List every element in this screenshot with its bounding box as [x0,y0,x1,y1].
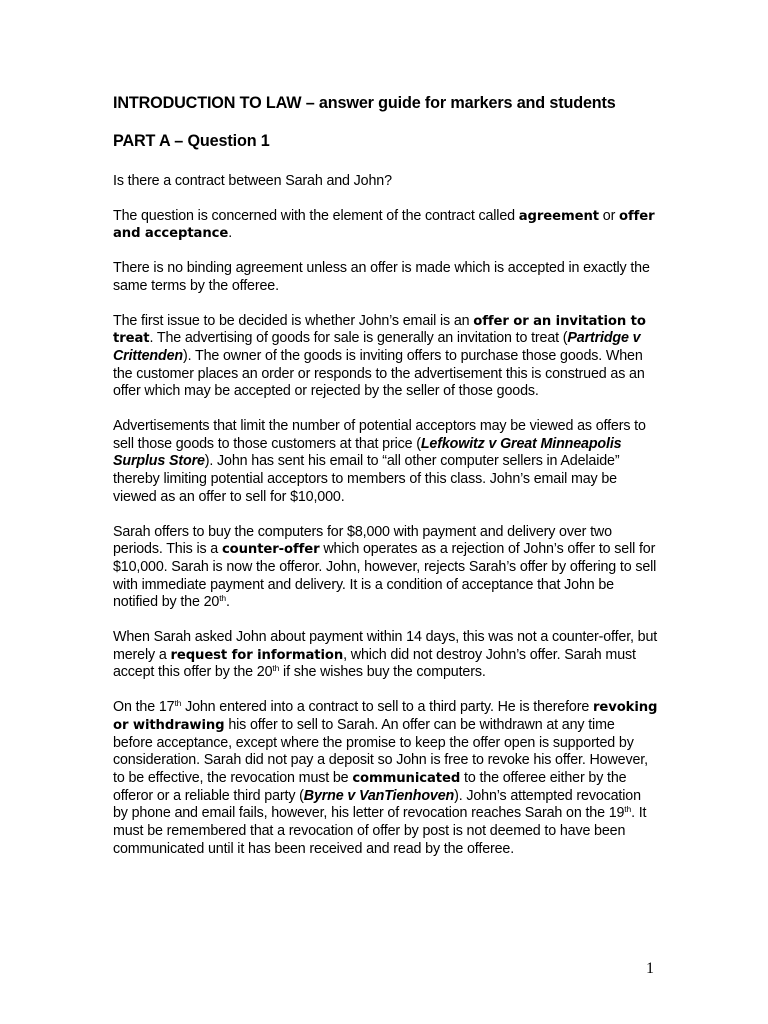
paragraph-revocation: On the 17th John entered into a contract to sell to a third party. He is therefore revoking or withdrawing his offer to sell to Sarah. An offer can be withdrawn at any time before acceptance, except where the promise to keep the offer open is supported by consideration. Sarah did not pay a deposit so John is free to revoke his offer. However, to be effective, the revocation must be communicated to the offeree either by the offeror or a reliable third party (Byrne v VanTienhoven). John’s attempted revocation by phone and email fails, however, his letter of revocation reaches Sarah on the 19th. It must be remembered that a revocation of offer by post is not deemed to have been communicated until it has been received and read by the offeree. [113,698,658,857]
section-heading: PART A – Question 1 [113,132,270,150]
page-number: 1 [646,960,654,977]
keyword-offer-or-invitation: offer or an invitation to treat [113,313,646,347]
paragraph-counter-offer: Sarah offers to buy the computers for $8,000 with payment and delivery over two periods. This is a counter-offer which operates as a rejection of John’s offer to sell for $10,000. Sarah is now the offeror. John, however, rejects Sarah’s offer by offering to sell with immediate payment and delivery. It is a condition of acceptance that John be notified by the 20th. [113,523,657,611]
document-body [113,93,658,859]
paragraph-binding-agreement: There is no binding agreement unless an offer is made which is accepted in exactly the same terms by the offeree. [113,260,650,294]
keyword-counter-offer: counter-offer [221,542,320,558]
keyword-offer-and-acceptance: offer and acceptance [113,208,655,242]
document-title: INTRODUCTION TO LAW – answer guide for markers and students [113,94,616,112]
paragraph-question: Is there a contract between Sarah and John? [113,173,392,189]
keyword-communicated: communicated [352,770,461,786]
paragraph-advertisements: Advertisements that limit the number of potential acceptors may be viewed as offers to sell those goods to those customers at that price (Lefkowitz v Great Minneapolis Surplus Store). John has sent his email to “all other computer sellers in Adelaide” thereby limiting potential acceptors to members of this class. John’s email may be viewed as an offer to sell for $10,000. [113,418,646,505]
case-citation: Partridge v Crittenden [113,330,641,364]
keyword-revoking-or-withdrawing: revoking or withdrawing [113,700,658,733]
case-citation: Byrne v VanTienhoven [303,787,455,804]
paragraph-invitation-to-treat: The first issue to be decided is whether John’s email is an offer or an invitation to treat. The advertising of goods for sale is generally an invitation to treat (Partridge v Crittenden). The owner of the goods is inviting offers to purchase those goods. When the customer places an order or responds to the advertisement this is construed as an offer which may be accepted or rejected by the seller of those goods. [113,312,646,400]
case-citation: Lefkowitz v Great Minneapolis Surplus Store [113,435,622,470]
keyword-request-for-information: request for information [170,647,344,663]
paragraph-request-for-information: When Sarah asked John about payment within 14 days, this was not a counter-offer, but merely a request for information, which did not destroy John’s offer. Sarah must accept this offer by the 20th if she wishes buy the computers. [113,629,658,681]
keyword-agreement: agreement [518,208,599,224]
paragraph-agreement: The question is concerned with the element of the contract called agreement or offer and acceptance. [113,207,655,242]
